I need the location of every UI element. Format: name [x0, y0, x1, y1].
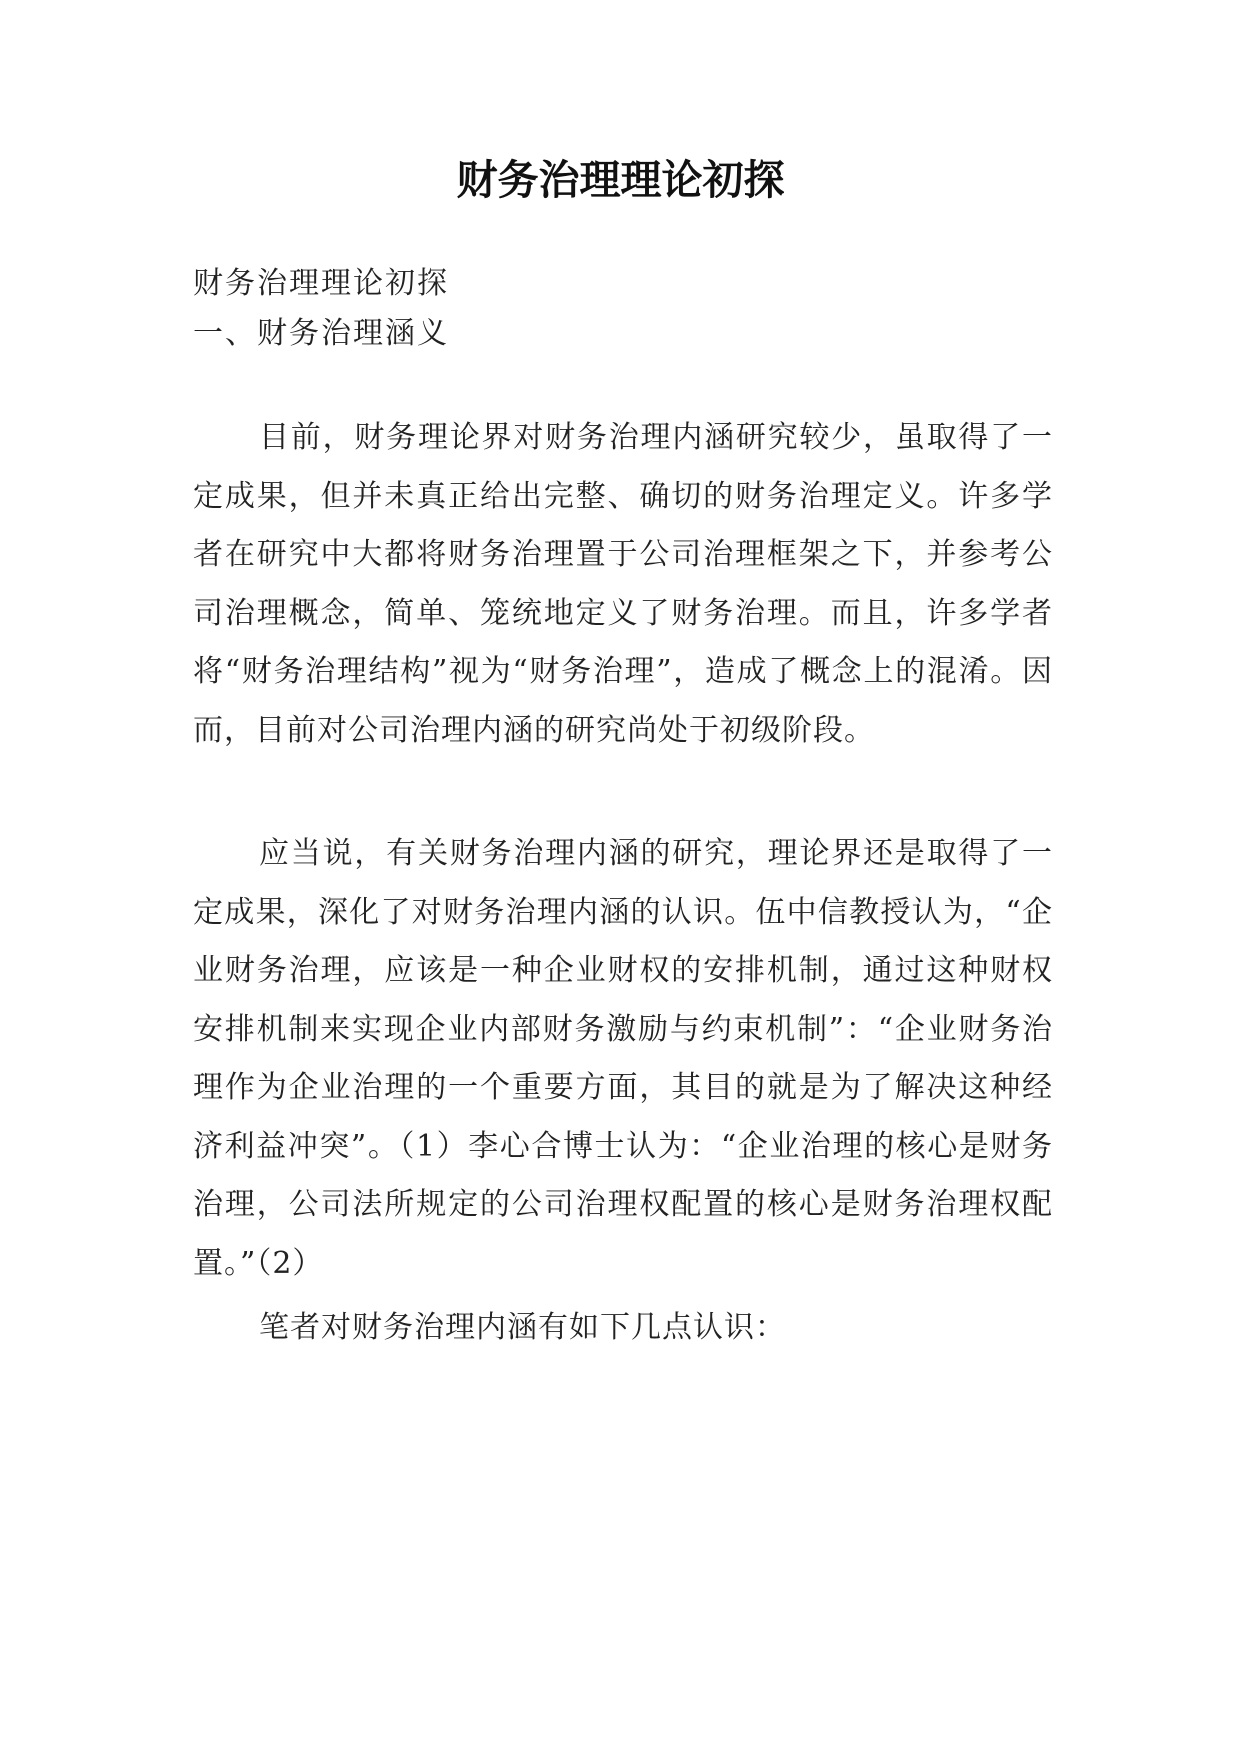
paragraph-2: 应当说，有关财务治理内涵的研究，理论界还是取得了一定成果，深化了对财务治理内涵的认识。伍中信教授认为，“企业财务治理，应该是一种企业财权的安排机制，通过这种财权安排机制来实现企业内部财务激励与约束机制”：“企业财务治理作为企业治理的一个重要方面，其目的就是为了解决这种经济利益冲突”。（1）李心合博士认为：“企业治理的核心是财务治理，公司法所规定的公司治理权配置的核心是财务治理权配置。”（2）	[193, 836, 1053, 1281]
document-subtitle: 财务治理理论初探	[193, 266, 449, 301]
document-title: 财务治理理论初探	[456, 156, 785, 204]
section-heading: 一、财务治理涵义	[193, 316, 449, 351]
paragraph-1: 目前，财务理论界对财务治理内涵研究较少，虽取得了一定成果，但并未真正给出完整、确切的财务治理定义。许多学者在研究中大都将财务治理置于公司治理框架之下，并参考公司治理概念，简单、笼统地定义了财务治理。而且，许多学者将“财务治理结构”视为“财务治理”，造成了概念上的混淆。因而，目前对公司治理内涵的研究尚处于初级阶段。	[193, 420, 1053, 748]
paragraph-3: 笔者对财务治理内涵有如下几点认识：	[259, 1310, 786, 1345]
